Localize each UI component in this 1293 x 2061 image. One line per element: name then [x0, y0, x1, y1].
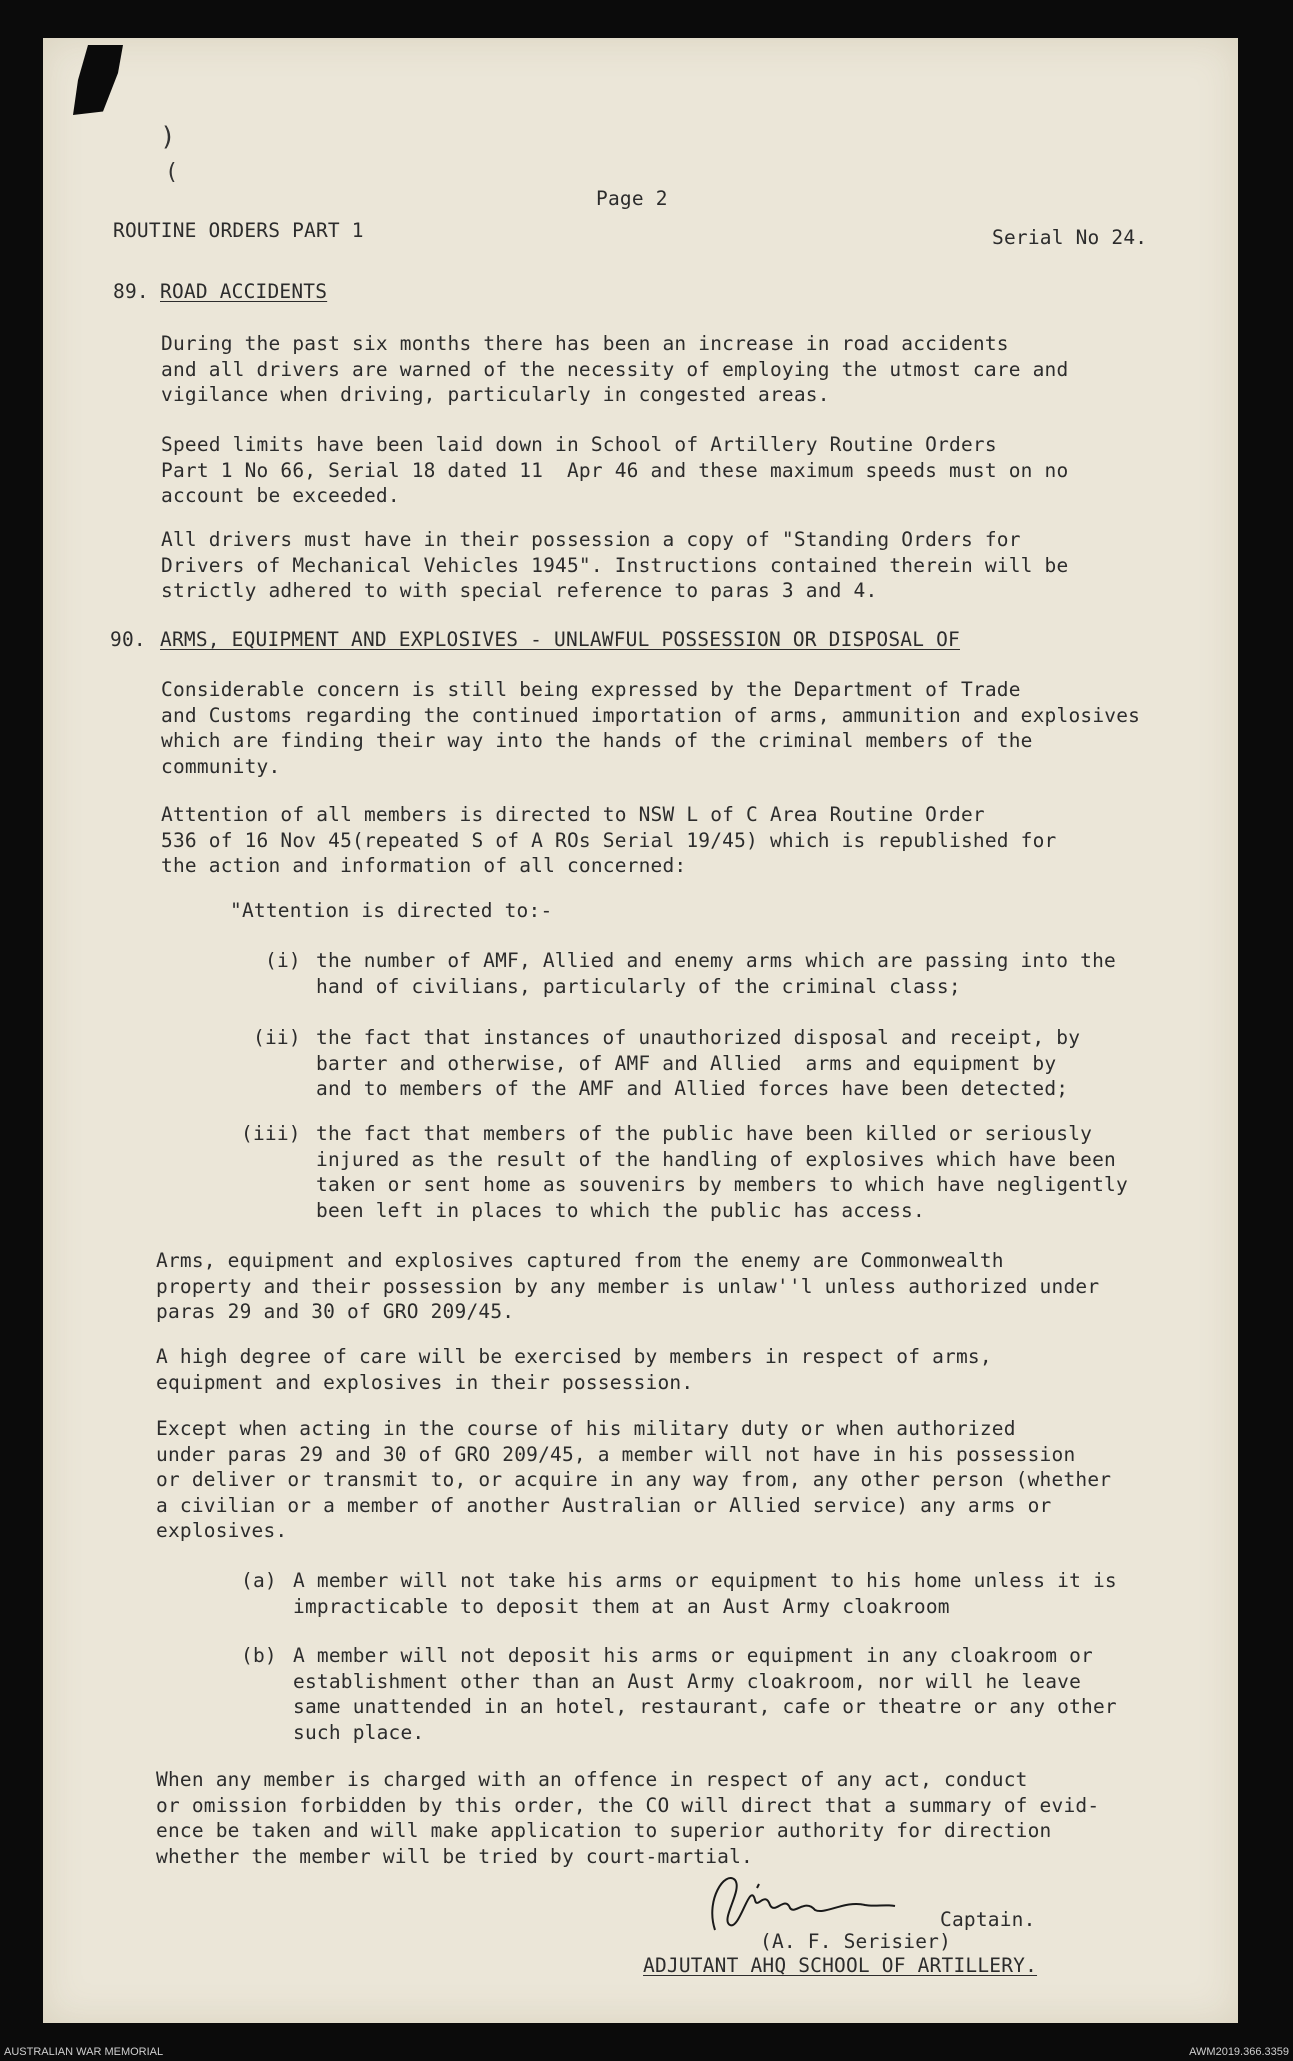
paragraph-line: or deliver or transmit to, or acquire in any way from, any other person (whether — [156, 1468, 1112, 1491]
paragraph-line: explosives. — [156, 1519, 288, 1542]
footer-id: AWM2019.366.3359 — [1189, 2046, 1289, 2058]
section89-number: 89. — [113, 280, 149, 303]
paragraph-line: All drivers must have in their possession a copy of "Standing Orders for — [161, 528, 1021, 551]
list-item-line: establishment other than an Aust Army cloakroom, nor will he leave — [293, 1669, 1082, 1693]
handwritten-signature — [695, 1860, 905, 1940]
paragraph-line: vigilance when driving, particularly in congested areas. — [161, 383, 830, 406]
paragraph-line: whether the member will be tried by court-martial. — [156, 1844, 753, 1868]
paragraph-line: Drivers of Mechanical Vehicles 1945". Instructions contained therein will be — [161, 553, 1069, 577]
signature-title: ADJUTANT AHQ SCHOOL OF ARTILLERY. — [643, 1954, 1038, 1977]
list-item-line: injured as the result of the handling of explosives which have been — [316, 1147, 1116, 1171]
list-item-line: and to members of the AMF and Allied forces have been detected; — [316, 1077, 1069, 1100]
list-item-label: (a) — [241, 1569, 277, 1592]
list-item-line: such place. — [293, 1720, 425, 1744]
paragraph-line: account be exceeded. — [161, 484, 400, 507]
list-item-line: taken or sent home as souvenirs by members to which have negligently — [316, 1173, 1128, 1196]
paragraph-line: the action and information of all concerned: — [161, 854, 687, 877]
list-item-label: (b) — [241, 1644, 277, 1667]
paragraph-line: property and their possession by any member is unlaw''l unless authorized under — [156, 1274, 1100, 1298]
paragraph-line: which are finding their way into the hands of the criminal members of the — [161, 729, 1033, 752]
section89-title: ROAD ACCIDENTS — [160, 280, 328, 303]
paragraph-line: or omission forbidden by this order, the CO will direct that a summary of evid- — [156, 1793, 1100, 1817]
header-serial: Serial No 24. — [992, 226, 1148, 249]
paragraph-line: A high degree of care will be exercised by members in respect of arms, — [156, 1345, 992, 1368]
list-item-line: impracticable to deposit them at an Aust Army cloakroom — [293, 1594, 950, 1618]
paragraph-line: strictly adhered to with special reference to paras 3 and 4. — [161, 579, 878, 602]
paragraph-line: under paras 29 and 30 of GRO 209/45, a member will not have in his possession — [156, 1442, 1076, 1466]
paragraph-line: paras 29 and 30 of GRO 209/45. — [156, 1300, 515, 1323]
footer-credit: AUSTRALIAN WAR MEMORIAL — [4, 2046, 164, 2058]
list-item-line: same unattended in an hotel, restaurant, cafe or theatre or any other — [293, 1695, 1117, 1718]
list-item-line: A member will not deposit his arms or equipment in any cloakroom or — [293, 1644, 1093, 1667]
list-item-line: A member will not take his arms or equipment to his home unless it is — [293, 1569, 1117, 1592]
paragraph-line: When any member is charged with an offence in respect of any act, conduct — [156, 1768, 1028, 1791]
paragraph-line: ence be taken and will make application to superior authority for direction — [156, 1819, 1052, 1842]
list-item-line: been left in places to which the public has access. — [316, 1198, 925, 1222]
header-left: ROUTINE ORDERS PART 1 — [113, 219, 364, 242]
paragraph-line: Attention of all members is directed to NSW L of C Area Routine Order — [161, 803, 985, 826]
paragraph-line: Considerable concern is still being expressed by the Department of Trade — [161, 678, 1021, 701]
section90-number: 90. — [110, 628, 146, 651]
paragraph-line: Except when acting in the course of his military duty or when authorized — [156, 1417, 1016, 1440]
margin-mark: ) — [160, 122, 176, 152]
paragraph-line: and all drivers are warned of the necessity of employing the utmost care and — [161, 357, 1069, 381]
page-number: Page 2 — [596, 187, 668, 210]
list-item-label: (ii) — [253, 1026, 301, 1049]
list-item-line: barter and otherwise, of AMF and Allied arms and equipment by — [316, 1051, 1057, 1075]
paragraph-line: During the past six months there has been an increase in road accidents — [161, 332, 1009, 355]
paragraph-line: a civilian or a member of another Australian or Allied service) any arms or — [156, 1493, 1052, 1517]
paragraph-line: and Customs regarding the continued importation of arms, ammunition and explosives — [161, 703, 1141, 727]
list-item-label: (iii) — [241, 1122, 301, 1145]
margin-mark: ( — [165, 160, 179, 185]
paragraph-line: Part 1 No 66, Serial 18 dated 11 Apr 46 and these maximum speeds must on no — [161, 458, 1069, 482]
list-item-label: (i) — [265, 949, 301, 972]
paragraph-line: Speed limits have been laid down in School of Artillery Routine Orders — [161, 433, 997, 456]
section90-title: ARMS, EQUIPMENT AND EXPLOSIVES - UNLAWFUL POSSESSION OR DISPOSAL OF — [160, 628, 960, 651]
paragraph-line: equipment and explosives in their possession. — [156, 1370, 694, 1394]
signature-rank: Captain. — [940, 1908, 1036, 1931]
list-item-line: hand of civilians, particularly of the criminal class; — [316, 974, 961, 998]
quote-intro: "Attention is directed to:- — [230, 899, 553, 922]
paragraph-line: Arms, equipment and explosives captured from the enemy are Commonwealth — [156, 1249, 1004, 1272]
list-item-line: the fact that members of the public have been killed or seriously — [316, 1122, 1093, 1145]
signature-name: (A. F. Serisier) — [760, 1930, 952, 1953]
paragraph-line: community. — [161, 754, 281, 778]
list-item-line: the number of AMF, Allied and enemy arms which are passing into the — [316, 949, 1116, 972]
list-item-line: the fact that instances of unauthorized disposal and receipt, by — [316, 1026, 1081, 1049]
paragraph-line: 536 of 16 Nov 45(repeated S of A ROs Serial 19/45) which is republished for — [161, 828, 1057, 852]
